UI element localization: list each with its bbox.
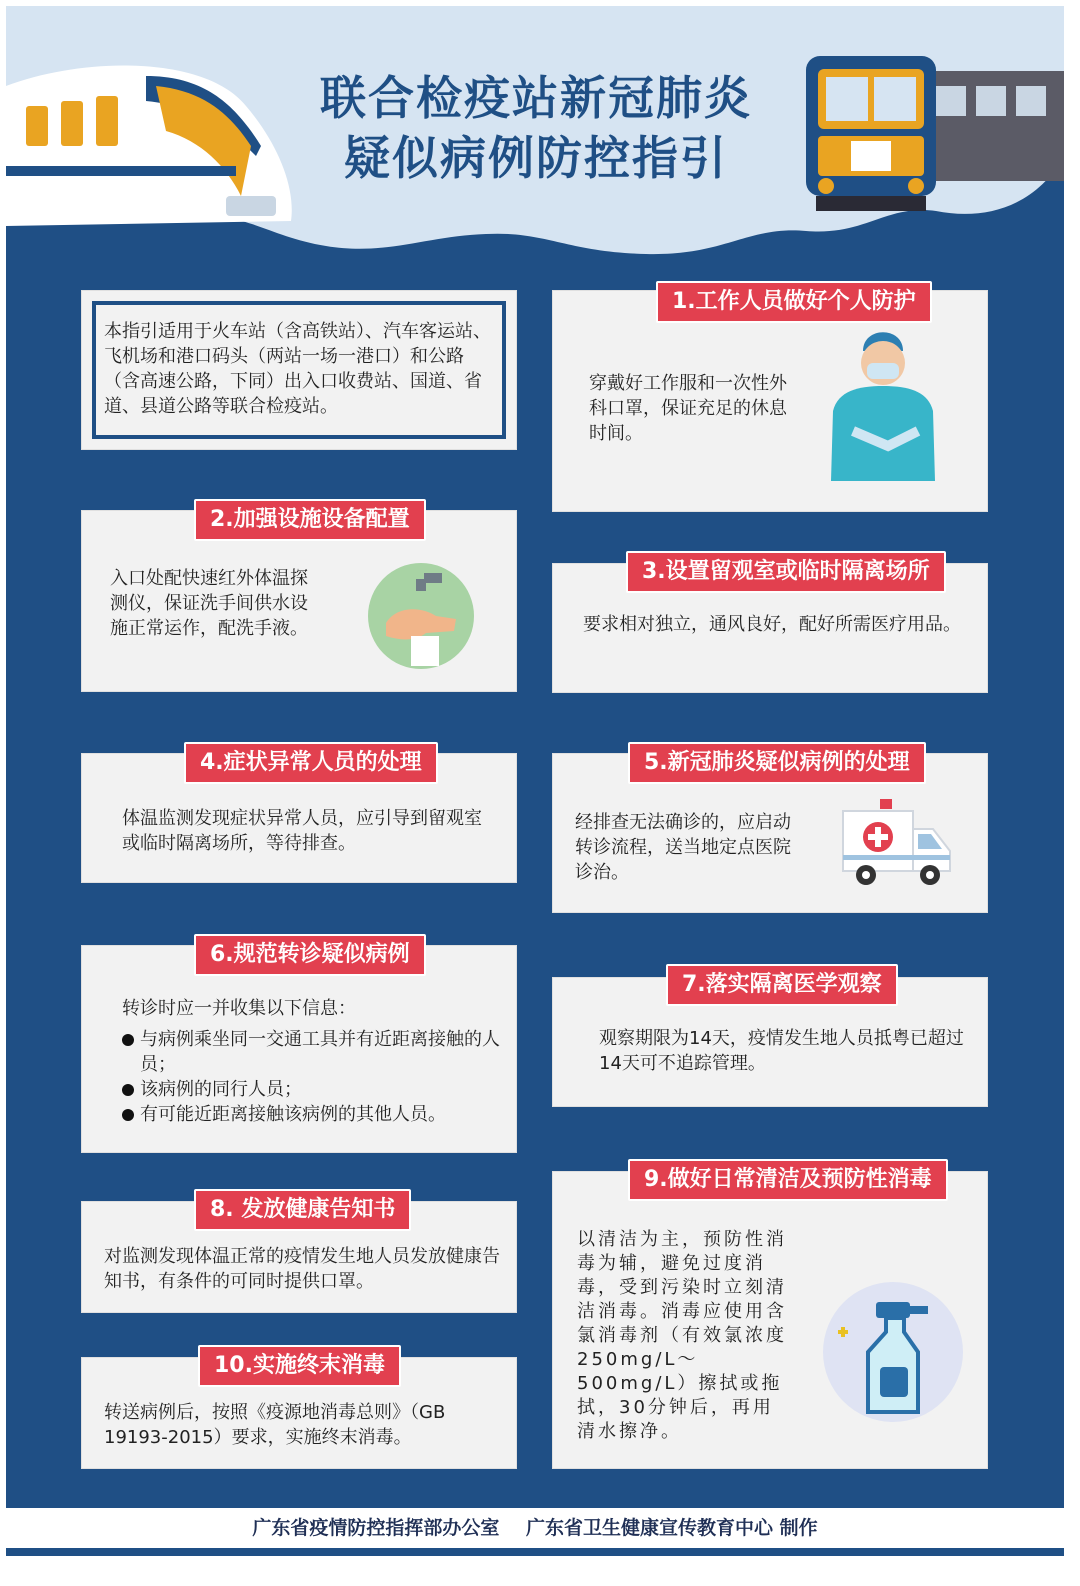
footer-org-1: 广东省疫情防控指挥部办公室	[252, 1517, 500, 1539]
section-2-title: 2.加强设施设备配置	[194, 499, 426, 541]
spray-bottle-icon	[808, 1272, 968, 1432]
section-1-card	[553, 291, 987, 511]
section-7-title: 7.落实隔离医学观察	[666, 964, 898, 1006]
section-5-title: 5.新冠肺炎疑似病例的处理	[628, 742, 926, 784]
section-2-text: 入口处配快速红外体温探测仪，保证洗手间供水设施正常运作，配洗手液。	[110, 568, 308, 639]
section-10-text: 转送病例后，按照《疫源地消毒总则》（GB 19193-2015）要求，实施终末消毒。	[104, 1402, 446, 1448]
section-1-text: 穿戴好工作服和一次性外科口罩，保证充足的休息时间。	[589, 373, 787, 444]
section-6-title: 6.规范转诊疑似病例	[194, 934, 426, 976]
footer-org-2: 广东省卫生健康宣传教育中心 制作	[526, 1517, 818, 1539]
section-5-text: 经排查无法确诊的，应启动转诊流程，送当地定点医院诊治。	[575, 812, 791, 883]
list-item: 与病例乘坐同一交通工具并有近距离接触的人员；	[122, 1027, 502, 1077]
footer-credits	[6, 1508, 1064, 1548]
section-6-bullets	[122, 1027, 502, 1127]
section-1-title: 1.工作人员做好个人防护	[656, 281, 932, 323]
section-3-text: 要求相对独立，通风良好，配好所需医疗用品。	[583, 614, 961, 635]
section-9-title: 9.做好日常清洁及预防性消毒	[628, 1159, 948, 1201]
intro-text: 本指引适用于火车站（含高铁站）、汽车客运站、飞机场和港口码头（两站一场一港口）和公路（含高速公路，下同）出入口收费站、国道、省道、县道公路等联合检疫站。	[104, 321, 491, 417]
section-6-content	[122, 996, 502, 1127]
section-9-text: 以清洁为主，预防性消毒为辅，避免过度消毒，受到污染时立刻清洁消毒。消毒应使用含氯消毒剂（有效氯浓度250mg/L～500mg/L）擦拭或拖拭，30分钟后，再用清水擦净。	[577, 1229, 787, 1442]
section-9-card	[553, 1172, 987, 1468]
medical-worker-icon	[823, 321, 943, 491]
section-4-title: 4.症状异常人员的处理	[184, 742, 438, 784]
poster	[6, 6, 1064, 1556]
intro-card	[82, 291, 516, 449]
section-4-text: 体温监测发现症状异常人员，应引导到留观室或临时隔离场所，等待排查。	[122, 808, 482, 854]
list-item: 有可能近距离接触该病例的其他人员。	[122, 1102, 502, 1127]
section-6-card	[82, 946, 516, 1152]
hand-washing-icon	[366, 561, 476, 671]
train-side-icon	[796, 41, 1064, 221]
page-title	[236, 68, 836, 188]
section-6-text: 转诊时应一并收集以下信息：	[122, 998, 356, 1019]
section-8-title: 8. 发放健康告知书	[194, 1189, 411, 1231]
section-8-text: 对监测发现体温正常的疫情发生地人员发放健康告知书，有条件的可同时提供口罩。	[104, 1246, 500, 1292]
section-10-title: 10.实施终末消毒	[198, 1345, 401, 1387]
title-line-2: 疑似病例防控指引	[344, 131, 728, 185]
title-line-1: 联合检疫站新冠肺炎	[320, 71, 752, 125]
footer-bar	[6, 1548, 1064, 1556]
section-7-text: 观察期限为14天，疫情发生地人员抵粤已超过14天可不追踪管理。	[599, 1028, 964, 1074]
section-3-title: 3.设置留观室或临时隔离场所	[626, 551, 946, 593]
list-item: 该病例的同行人员；	[122, 1077, 502, 1102]
ambulance-icon	[838, 799, 958, 889]
